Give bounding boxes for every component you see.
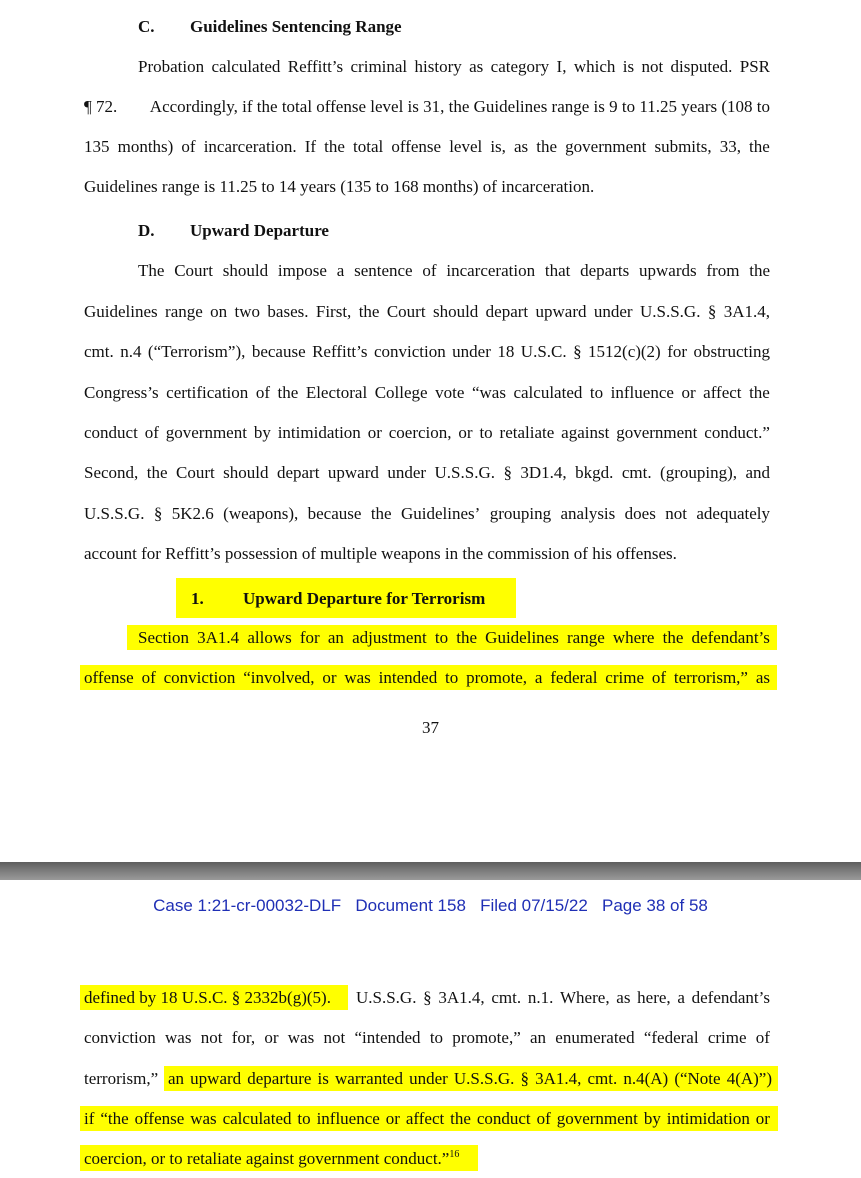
- word: government: [616, 423, 698, 442]
- word: promote,”: [452, 1028, 521, 1047]
- word: is: [622, 57, 635, 76]
- word: or: [681, 383, 696, 402]
- word: the: [358, 302, 380, 321]
- para-d-line-5: [84, 422, 770, 444]
- word: is,: [490, 137, 506, 156]
- word: of: [651, 668, 667, 687]
- word: of: [422, 261, 437, 280]
- word: conviction: [84, 1028, 156, 1047]
- word: on: [210, 302, 228, 321]
- word: calculated: [222, 1109, 292, 1128]
- word: and: [745, 463, 770, 482]
- word: Reffitt’s: [312, 342, 368, 361]
- word: 18: [497, 342, 515, 361]
- word: from: [706, 261, 740, 280]
- word: under: [452, 342, 491, 361]
- word: or: [755, 1109, 770, 1128]
- word: to: [434, 628, 449, 647]
- word: range: [566, 628, 605, 647]
- word: conduct: [84, 423, 138, 442]
- word: PSR: [739, 57, 770, 76]
- word: 3A1.4: [197, 628, 240, 647]
- word: two: [234, 302, 261, 321]
- section-1-number: 1.: [191, 589, 204, 608]
- para-d-line-2: [84, 301, 770, 323]
- word: vote: [435, 383, 465, 402]
- section-d-heading: [138, 220, 329, 242]
- word: here,: [637, 988, 671, 1007]
- word: which: [573, 57, 616, 76]
- word: as: [755, 668, 770, 687]
- word: against: [561, 423, 610, 442]
- word: was: [165, 1028, 192, 1047]
- word: calculated: [513, 383, 583, 402]
- word: College: [374, 383, 428, 402]
- word: a: [677, 988, 685, 1007]
- word: defendant’s: [691, 988, 770, 1007]
- word: if: [84, 1109, 95, 1128]
- word: 1512(c)(2): [588, 342, 661, 361]
- word: §: [573, 342, 582, 361]
- para-d-line-7: [84, 503, 770, 525]
- word: bases.: [267, 302, 309, 321]
- word: a: [534, 668, 543, 687]
- section-c-title: Guidelines Sentencing Range: [190, 17, 402, 36]
- p2-line-3-plain: terrorism,”: [84, 1069, 159, 1088]
- word: U.S.S.G.: [434, 463, 495, 482]
- section-c-heading: [138, 16, 402, 38]
- page-separator: [0, 862, 861, 880]
- word: for,: [231, 1028, 256, 1047]
- word: §: [503, 463, 512, 482]
- word: the: [749, 137, 770, 156]
- word: U.S.S.G.: [356, 988, 417, 1007]
- word: Court: [386, 302, 426, 321]
- word: Where,: [560, 988, 610, 1007]
- word: Probation: [138, 57, 205, 76]
- word: the: [324, 137, 345, 156]
- section-c-letter: C.: [138, 17, 155, 36]
- para-d-line-1: [138, 260, 770, 282]
- word: an: [327, 628, 344, 647]
- word: of: [181, 137, 196, 156]
- word: offense: [84, 668, 134, 687]
- word: offense: [134, 1109, 185, 1128]
- word: retaliate: [499, 423, 555, 442]
- word: calculated: [211, 57, 281, 76]
- word: 3A1.4,: [438, 988, 485, 1007]
- para-d-line-4: [84, 382, 770, 404]
- word: for: [299, 628, 320, 647]
- word: was: [287, 1028, 315, 1047]
- p2-line-5-text: coercion, or to retaliate against government conduct.”: [84, 1149, 450, 1168]
- p2-line-2: [84, 1027, 770, 1049]
- word: affect: [405, 1109, 445, 1128]
- word: depart: [276, 463, 320, 482]
- word: months): [117, 137, 174, 156]
- word: the: [536, 137, 558, 156]
- section-d-title: Upward Departure: [190, 221, 329, 240]
- word: of: [255, 383, 270, 402]
- word: government: [556, 1109, 638, 1128]
- word: to: [589, 383, 604, 402]
- word: U.S.C.: [520, 342, 567, 361]
- word: 33,: [719, 137, 741, 156]
- word: or: [322, 668, 337, 687]
- para-c-line-1: [138, 56, 770, 78]
- word: submits,: [654, 137, 712, 156]
- page-38: [0, 880, 861, 1178]
- p2-line-5: [84, 1148, 459, 1170]
- word: Electoral: [305, 383, 368, 402]
- word: incarceration: [446, 261, 536, 280]
- p2-line-1-rest: [356, 987, 770, 1009]
- word: category: [490, 57, 550, 76]
- word: as: [616, 988, 631, 1007]
- word: “the: [100, 1109, 129, 1128]
- word: promote,: [466, 668, 528, 687]
- word: to: [429, 1028, 444, 1047]
- word: because: [251, 342, 306, 361]
- word: under: [593, 302, 633, 321]
- word: of: [536, 1109, 551, 1128]
- word: the: [749, 261, 770, 280]
- word: conduct: [476, 1109, 531, 1128]
- p2-line-1-highlighted-text: defined by 18 U.S.C. § 2332b(g)(5).: [84, 988, 331, 1007]
- word: not: [641, 57, 664, 76]
- word: cmt.: [621, 463, 652, 482]
- word: (weapons),: [223, 504, 299, 523]
- word: cmt.: [491, 988, 522, 1007]
- word: U.S.S.G.: [639, 302, 701, 321]
- section-1-title: Upward Departure for Terrorism: [243, 589, 486, 608]
- word: n.1.: [527, 988, 554, 1007]
- word: depart: [485, 302, 529, 321]
- word: by: [643, 1109, 661, 1128]
- word: enumerated: [555, 1028, 635, 1047]
- word: or: [367, 423, 382, 442]
- word: to: [445, 668, 459, 687]
- word: Court: [174, 261, 213, 280]
- word: Accordingly, if the total offense level is 31, the Guidelines range is 9 to 11.25 years (108 to: [149, 97, 770, 116]
- para-1-line-1: [138, 627, 770, 649]
- word: I,: [556, 57, 567, 76]
- word: Guidelines: [84, 302, 158, 321]
- word: Congress’s: [84, 383, 159, 402]
- word: under: [387, 463, 427, 482]
- word: incarceration.: [203, 137, 297, 156]
- word: affect: [703, 383, 742, 402]
- word: U.S.S.G.: [84, 504, 145, 523]
- word: was: [344, 668, 371, 687]
- word: offense: [391, 137, 442, 156]
- p2-line-3-highlighted: an upward departure is warranted under U.S.S.G. § 3A1.4, cmt. n.4(A) (“Note 4(A)”): [168, 1069, 772, 1088]
- word: should: [432, 302, 479, 321]
- word: influence: [316, 1109, 380, 1128]
- word: total: [353, 137, 384, 156]
- word: the: [370, 504, 392, 523]
- word: First,: [315, 302, 352, 321]
- para-c-line-2: [84, 96, 770, 118]
- word: sentence: [354, 261, 413, 280]
- word: should: [223, 463, 269, 482]
- p2-line-4: [84, 1108, 770, 1130]
- word: Second,: [84, 463, 139, 482]
- word: 135: [84, 137, 110, 156]
- word: Court: [175, 463, 215, 482]
- para-d-line-8: account for Reffitt’s possession of multiple weapons in the commission of his offenses.: [84, 544, 677, 563]
- word: conduct.”: [704, 423, 770, 442]
- word: Reffitt’s: [287, 57, 344, 76]
- word: federal: [550, 668, 598, 687]
- word: of: [755, 1028, 770, 1047]
- word: grouping: [489, 504, 552, 523]
- word: adjustment: [352, 628, 427, 647]
- section-1-heading: [191, 588, 485, 610]
- word: intimidation: [666, 1109, 750, 1128]
- word: crime: [605, 668, 644, 687]
- word: upward: [327, 463, 379, 482]
- word: to: [479, 423, 493, 442]
- word: the: [450, 1109, 471, 1128]
- word: “involved,: [243, 668, 315, 687]
- word: defendant’s: [691, 628, 770, 647]
- word: the: [662, 628, 684, 647]
- word: to: [297, 1109, 311, 1128]
- word: (grouping),: [660, 463, 737, 482]
- word: does: [624, 504, 656, 523]
- word: or: [264, 1028, 279, 1047]
- word: the: [146, 463, 168, 482]
- word: range: [165, 302, 203, 321]
- word: government: [165, 423, 247, 442]
- section-d-letter: D.: [138, 221, 155, 240]
- word: should: [222, 261, 269, 280]
- word: upward: [535, 302, 587, 321]
- word: coercion,: [388, 423, 452, 442]
- word: departs: [580, 261, 630, 280]
- word: or: [385, 1109, 400, 1128]
- word: where: [612, 628, 655, 647]
- word: Guidelines’: [401, 504, 481, 523]
- word: not: [665, 504, 687, 523]
- word: “was: [471, 383, 506, 402]
- para-c-line-3: [84, 136, 770, 158]
- word: §: [707, 302, 717, 321]
- word: “federal: [643, 1028, 699, 1047]
- word: for: [667, 342, 688, 361]
- word: n.4: [120, 342, 142, 361]
- word: history: [414, 57, 462, 76]
- word: conviction: [373, 342, 446, 361]
- word: The: [138, 261, 165, 280]
- para-c-line-4: Guidelines range is 11.25 to 14 years (135 to 168 months) of incarceration.: [84, 177, 595, 196]
- footnote-16-marker: 16: [449, 1149, 460, 1160]
- word: the: [456, 628, 478, 647]
- word: obstructing: [693, 342, 770, 361]
- word: intimidation: [277, 423, 361, 442]
- word: of: [141, 668, 156, 687]
- word: Guidelines: [485, 628, 559, 647]
- para-1-line-2: [84, 667, 770, 689]
- word: criminal: [350, 57, 408, 76]
- word: adequately: [696, 504, 770, 523]
- word: cmt.: [84, 342, 114, 361]
- word: disputed.: [670, 57, 733, 76]
- word: §: [423, 988, 432, 1007]
- word: was: [190, 1109, 217, 1128]
- word: ¶ 72.: [84, 97, 118, 116]
- word: impose: [277, 261, 327, 280]
- word: not: [323, 1028, 346, 1047]
- word: 5K2.6: [171, 504, 214, 523]
- word: terrorism,”: [673, 668, 748, 687]
- word: 3A1.4,: [723, 302, 770, 321]
- case-caption-header: Case 1:21-cr-00032-DLF Document 158 Filed 07/15/22 Page 38 of 58: [153, 896, 708, 915]
- word: bkgd.: [575, 463, 614, 482]
- word: because: [307, 504, 362, 523]
- para-d-line-3: [84, 341, 770, 363]
- word: not: [200, 1028, 223, 1047]
- word: §: [153, 504, 163, 523]
- word: certification: [166, 383, 249, 402]
- word: as: [514, 137, 529, 156]
- word: allows: [247, 628, 292, 647]
- word: or: [458, 423, 473, 442]
- para-d-line-6: [84, 462, 770, 484]
- word: a: [336, 261, 345, 280]
- word: by: [253, 423, 271, 442]
- word: crime: [707, 1028, 747, 1047]
- word: influence: [610, 383, 674, 402]
- word: government: [565, 137, 647, 156]
- word: 3D1.4,: [520, 463, 567, 482]
- page-number: 37: [422, 718, 439, 737]
- word: the: [277, 383, 299, 402]
- word: “intended: [354, 1028, 421, 1047]
- word: conviction: [163, 668, 236, 687]
- word: level: [449, 137, 483, 156]
- word: that: [544, 261, 571, 280]
- word: analysis: [560, 504, 616, 523]
- word: Section: [138, 628, 189, 647]
- word: (“Terrorism”),: [147, 342, 246, 361]
- word: of: [144, 423, 159, 442]
- word: intended: [378, 668, 438, 687]
- word: an: [530, 1028, 547, 1047]
- word: the: [749, 383, 770, 402]
- word: upwards: [639, 261, 697, 280]
- word: as: [469, 57, 484, 76]
- word: If: [304, 137, 317, 156]
